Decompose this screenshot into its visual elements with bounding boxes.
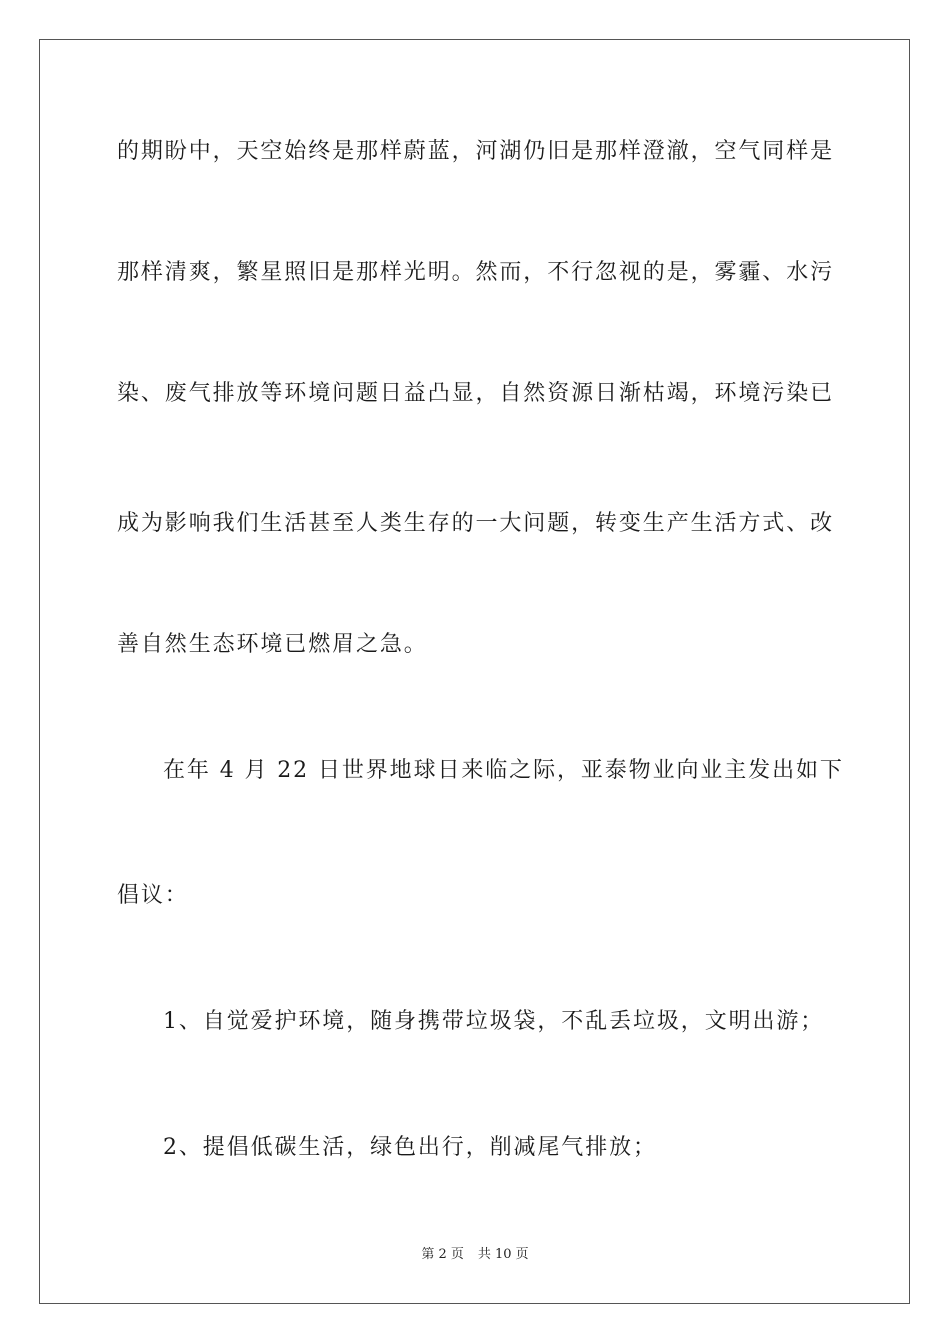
page-number: 第 2 页	[421, 1247, 464, 1262]
page-total: 共 10 页	[477, 1247, 529, 1262]
paragraph-line-5: 善自然生态环境已燃眉之急。	[117, 632, 428, 657]
paragraph-line-3: 染、废气排放等环境问题日益凸显，自然资源日渐枯竭，环境污染已	[117, 381, 835, 406]
paragraph-line-7: 倡议：	[117, 883, 189, 908]
paragraph-line-6: 在年 4 月 22 日世界地球日来临之际，亚泰物业向业主发出如下	[163, 758, 844, 783]
list-item-2: 2、提倡低碳生活，绿色出行，削减尾气排放；	[163, 1135, 657, 1160]
page-footer	[0, 1246, 950, 1264]
list-item-1: 1、自觉爱护环境，随身携带垃圾袋，不乱丢垃圾，文明出游；	[163, 1009, 825, 1034]
paragraph-line-1: 的期盼中，天空始终是那样蔚蓝，河湖仍旧是那样澄澈，空气同样是	[117, 139, 835, 164]
page-frame	[39, 39, 910, 1304]
paragraph-line-4: 成为影响我们生活甚至人类生存的一大问题，转变生产生活方式、改	[117, 511, 835, 536]
paragraph-line-2: 那样清爽，繁星照旧是那样光明。然而，不行忽视的是，雾霾、水污	[117, 260, 835, 285]
